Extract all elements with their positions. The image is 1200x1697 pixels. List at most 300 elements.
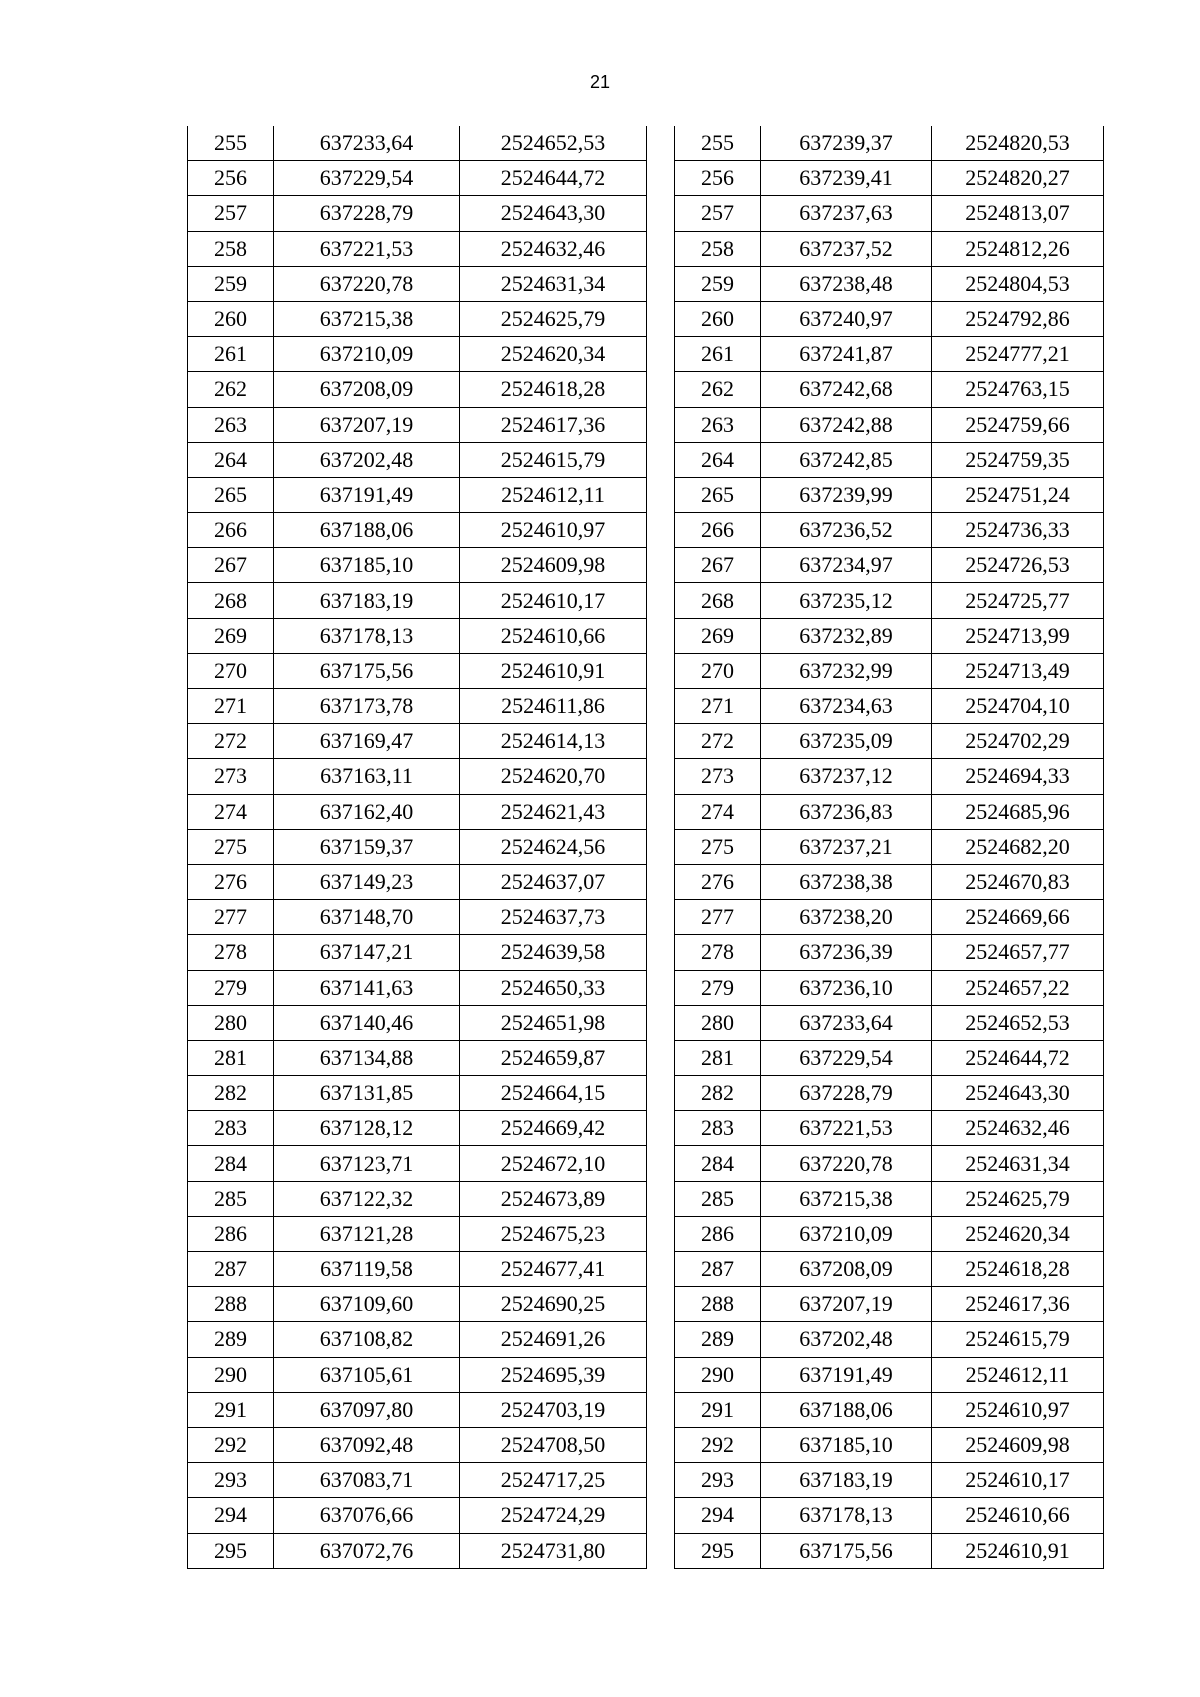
y-coordinate-cell: 2524632,46 — [932, 1111, 1104, 1146]
y-coordinate-cell: 2524694,33 — [932, 759, 1104, 794]
x-coordinate-cell: 637234,97 — [761, 548, 932, 583]
x-coordinate-cell: 637163,11 — [274, 759, 460, 794]
table-row — [188, 1427, 647, 1462]
point-number-cell: 273 — [188, 759, 274, 794]
x-coordinate-cell: 637169,47 — [274, 724, 460, 759]
point-number-cell: 272 — [188, 724, 274, 759]
table-row — [675, 1463, 1104, 1498]
coordinates-table-left — [187, 126, 647, 1569]
point-number-cell: 262 — [188, 372, 274, 407]
x-coordinate-cell: 637229,54 — [761, 1040, 932, 1075]
table-row — [188, 407, 647, 442]
y-coordinate-cell: 2524631,34 — [932, 1146, 1104, 1181]
x-coordinate-cell: 637229,54 — [274, 161, 460, 196]
table-row — [188, 161, 647, 196]
table-row — [675, 407, 1104, 442]
y-coordinate-cell: 2524610,97 — [460, 513, 647, 548]
y-coordinate-cell: 2524703,19 — [460, 1392, 647, 1427]
point-number-cell: 262 — [675, 372, 761, 407]
table-row — [188, 1287, 647, 1322]
x-coordinate-cell: 637237,52 — [761, 231, 932, 266]
y-coordinate-cell: 2524812,26 — [932, 231, 1104, 266]
point-number-cell: 255 — [675, 126, 761, 161]
table-row — [188, 1005, 647, 1040]
y-coordinate-cell: 2524708,50 — [460, 1427, 647, 1462]
table-row — [675, 724, 1104, 759]
x-coordinate-cell: 637238,20 — [761, 900, 932, 935]
x-coordinate-cell: 637233,64 — [274, 126, 460, 161]
x-coordinate-cell: 637076,66 — [274, 1498, 460, 1533]
x-coordinate-cell: 637236,52 — [761, 513, 932, 548]
x-coordinate-cell: 637239,41 — [761, 161, 932, 196]
y-coordinate-cell: 2524670,83 — [932, 864, 1104, 899]
table-row — [675, 1392, 1104, 1427]
point-number-cell: 261 — [675, 337, 761, 372]
table-row — [188, 583, 647, 618]
table-row — [188, 477, 647, 512]
point-number-cell: 295 — [188, 1533, 274, 1568]
point-number-cell: 293 — [675, 1463, 761, 1498]
table-row — [188, 513, 647, 548]
y-coordinate-cell: 2524643,30 — [932, 1076, 1104, 1111]
table-row — [675, 1498, 1104, 1533]
x-coordinate-cell: 637185,10 — [761, 1427, 932, 1462]
coordinates-table-right — [674, 126, 1104, 1569]
y-coordinate-cell: 2524777,21 — [932, 337, 1104, 372]
table-row — [675, 1216, 1104, 1251]
y-coordinate-cell: 2524763,15 — [932, 372, 1104, 407]
y-coordinate-cell: 2524625,79 — [932, 1181, 1104, 1216]
point-number-cell: 282 — [675, 1076, 761, 1111]
x-coordinate-cell: 637238,48 — [761, 266, 932, 301]
x-coordinate-cell: 637207,19 — [761, 1287, 932, 1322]
table-row — [675, 583, 1104, 618]
x-coordinate-cell: 637228,79 — [761, 1076, 932, 1111]
table-row — [675, 196, 1104, 231]
x-coordinate-cell: 637083,71 — [274, 1463, 460, 1498]
x-coordinate-cell: 637220,78 — [761, 1146, 932, 1181]
x-coordinate-cell: 637215,38 — [274, 301, 460, 336]
y-coordinate-cell: 2524717,25 — [460, 1463, 647, 1498]
y-coordinate-cell: 2524614,13 — [460, 724, 647, 759]
x-coordinate-cell: 637178,13 — [274, 618, 460, 653]
table-row — [188, 337, 647, 372]
table-row — [188, 1392, 647, 1427]
point-number-cell: 294 — [675, 1498, 761, 1533]
table-row — [188, 231, 647, 266]
x-coordinate-cell: 637119,58 — [274, 1252, 460, 1287]
y-coordinate-cell: 2524691,26 — [460, 1322, 647, 1357]
table-row — [188, 794, 647, 829]
y-coordinate-cell: 2524620,70 — [460, 759, 647, 794]
table-row — [188, 935, 647, 970]
table-row — [188, 689, 647, 724]
x-coordinate-cell: 637178,13 — [761, 1498, 932, 1533]
x-coordinate-cell: 637242,88 — [761, 407, 932, 442]
point-number-cell: 283 — [188, 1111, 274, 1146]
x-coordinate-cell: 637202,48 — [274, 442, 460, 477]
table-row — [675, 1357, 1104, 1392]
point-number-cell: 263 — [675, 407, 761, 442]
x-coordinate-cell: 637131,85 — [274, 1076, 460, 1111]
table-body-left — [188, 126, 647, 1568]
point-number-cell: 259 — [188, 266, 274, 301]
point-number-cell: 288 — [188, 1287, 274, 1322]
x-coordinate-cell: 637207,19 — [274, 407, 460, 442]
y-coordinate-cell: 2524682,20 — [932, 829, 1104, 864]
y-coordinate-cell: 2524631,34 — [460, 266, 647, 301]
point-number-cell: 271 — [188, 689, 274, 724]
point-number-cell: 280 — [675, 1005, 761, 1040]
x-coordinate-cell: 637236,83 — [761, 794, 932, 829]
x-coordinate-cell: 637220,78 — [274, 266, 460, 301]
y-coordinate-cell: 2524759,35 — [932, 442, 1104, 477]
x-coordinate-cell: 637242,85 — [761, 442, 932, 477]
point-number-cell: 265 — [675, 477, 761, 512]
table-row — [675, 618, 1104, 653]
table-row — [188, 829, 647, 864]
point-number-cell: 295 — [675, 1533, 761, 1568]
table-row — [675, 935, 1104, 970]
x-coordinate-cell: 637105,61 — [274, 1357, 460, 1392]
table-row — [675, 1533, 1104, 1568]
table-row — [188, 1216, 647, 1251]
x-coordinate-cell: 637235,09 — [761, 724, 932, 759]
y-coordinate-cell: 2524731,80 — [460, 1533, 647, 1568]
y-coordinate-cell: 2524675,23 — [460, 1216, 647, 1251]
point-number-cell: 259 — [675, 266, 761, 301]
point-number-cell: 266 — [188, 513, 274, 548]
x-coordinate-cell: 637202,48 — [761, 1322, 932, 1357]
y-coordinate-cell: 2524639,58 — [460, 935, 647, 970]
table-row — [188, 1076, 647, 1111]
point-number-cell: 277 — [188, 900, 274, 935]
y-coordinate-cell: 2524610,91 — [932, 1533, 1104, 1568]
point-number-cell: 285 — [675, 1181, 761, 1216]
point-number-cell: 269 — [188, 618, 274, 653]
y-coordinate-cell: 2524609,98 — [460, 548, 647, 583]
y-coordinate-cell: 2524610,17 — [460, 583, 647, 618]
point-number-cell: 256 — [188, 161, 274, 196]
x-coordinate-cell: 637236,10 — [761, 970, 932, 1005]
x-coordinate-cell: 637210,09 — [274, 337, 460, 372]
y-coordinate-cell: 2524617,36 — [932, 1287, 1104, 1322]
table-row — [675, 513, 1104, 548]
table-row — [675, 372, 1104, 407]
x-coordinate-cell: 637128,12 — [274, 1111, 460, 1146]
point-number-cell: 258 — [188, 231, 274, 266]
x-coordinate-cell: 637242,68 — [761, 372, 932, 407]
point-number-cell: 281 — [188, 1040, 274, 1075]
y-coordinate-cell: 2524651,98 — [460, 1005, 647, 1040]
x-coordinate-cell: 637141,63 — [274, 970, 460, 1005]
x-coordinate-cell: 637239,99 — [761, 477, 932, 512]
y-coordinate-cell: 2524618,28 — [460, 372, 647, 407]
y-coordinate-cell: 2524612,11 — [932, 1357, 1104, 1392]
y-coordinate-cell: 2524695,39 — [460, 1357, 647, 1392]
x-coordinate-cell: 637191,49 — [274, 477, 460, 512]
y-coordinate-cell: 2524713,49 — [932, 653, 1104, 688]
y-coordinate-cell: 2524610,97 — [932, 1392, 1104, 1427]
y-coordinate-cell: 2524669,42 — [460, 1111, 647, 1146]
x-coordinate-cell: 637149,23 — [274, 864, 460, 899]
y-coordinate-cell: 2524726,53 — [932, 548, 1104, 583]
table-row — [188, 618, 647, 653]
point-number-cell: 273 — [675, 759, 761, 794]
x-coordinate-cell: 637236,39 — [761, 935, 932, 970]
table-row — [675, 1146, 1104, 1181]
x-coordinate-cell: 637147,21 — [274, 935, 460, 970]
point-number-cell: 290 — [188, 1357, 274, 1392]
table-row — [188, 126, 647, 161]
x-coordinate-cell: 637239,37 — [761, 126, 932, 161]
table-row — [675, 161, 1104, 196]
x-coordinate-cell: 637140,46 — [274, 1005, 460, 1040]
y-coordinate-cell: 2524652,53 — [932, 1005, 1104, 1040]
x-coordinate-cell: 637185,10 — [274, 548, 460, 583]
y-coordinate-cell: 2524644,72 — [460, 161, 647, 196]
point-number-cell: 275 — [675, 829, 761, 864]
y-coordinate-cell: 2524632,46 — [460, 231, 647, 266]
table-row — [675, 266, 1104, 301]
y-coordinate-cell: 2524690,25 — [460, 1287, 647, 1322]
point-number-cell: 260 — [188, 301, 274, 336]
point-number-cell: 257 — [188, 196, 274, 231]
point-number-cell: 292 — [188, 1427, 274, 1462]
y-coordinate-cell: 2524652,53 — [460, 126, 647, 161]
x-coordinate-cell: 637234,63 — [761, 689, 932, 724]
table-row — [188, 442, 647, 477]
point-number-cell: 278 — [675, 935, 761, 970]
x-coordinate-cell: 637134,88 — [274, 1040, 460, 1075]
x-coordinate-cell: 637237,63 — [761, 196, 932, 231]
x-coordinate-cell: 637108,82 — [274, 1322, 460, 1357]
x-coordinate-cell: 637175,56 — [274, 653, 460, 688]
x-coordinate-cell: 637233,64 — [761, 1005, 932, 1040]
table-row — [188, 301, 647, 336]
point-number-cell: 255 — [188, 126, 274, 161]
point-number-cell: 293 — [188, 1463, 274, 1498]
table-row — [675, 1322, 1104, 1357]
point-number-cell: 292 — [675, 1427, 761, 1462]
y-coordinate-cell: 2524685,96 — [932, 794, 1104, 829]
point-number-cell: 268 — [675, 583, 761, 618]
table-row — [675, 337, 1104, 372]
table-row — [188, 1357, 647, 1392]
table-row — [675, 689, 1104, 724]
y-coordinate-cell: 2524804,53 — [932, 266, 1104, 301]
y-coordinate-cell: 2524637,73 — [460, 900, 647, 935]
point-number-cell: 289 — [675, 1322, 761, 1357]
point-number-cell: 280 — [188, 1005, 274, 1040]
point-number-cell: 291 — [188, 1392, 274, 1427]
table-row — [188, 864, 647, 899]
x-coordinate-cell: 637208,09 — [274, 372, 460, 407]
point-number-cell: 269 — [675, 618, 761, 653]
point-number-cell: 268 — [188, 583, 274, 618]
point-number-cell: 276 — [188, 864, 274, 899]
table-row — [675, 829, 1104, 864]
x-coordinate-cell: 637210,09 — [761, 1216, 932, 1251]
point-number-cell: 272 — [675, 724, 761, 759]
table-row — [675, 1252, 1104, 1287]
table-row — [675, 900, 1104, 935]
x-coordinate-cell: 637162,40 — [274, 794, 460, 829]
x-coordinate-cell: 637109,60 — [274, 1287, 460, 1322]
y-coordinate-cell: 2524813,07 — [932, 196, 1104, 231]
table-row — [188, 548, 647, 583]
x-coordinate-cell: 637148,70 — [274, 900, 460, 935]
point-number-cell: 289 — [188, 1322, 274, 1357]
y-coordinate-cell: 2524621,43 — [460, 794, 647, 829]
y-coordinate-cell: 2524792,86 — [932, 301, 1104, 336]
table-row — [675, 1181, 1104, 1216]
x-coordinate-cell: 637238,38 — [761, 864, 932, 899]
table-row — [188, 724, 647, 759]
table-row — [675, 442, 1104, 477]
table-row — [675, 126, 1104, 161]
table-row — [188, 759, 647, 794]
y-coordinate-cell: 2524612,11 — [460, 477, 647, 512]
y-coordinate-cell: 2524624,56 — [460, 829, 647, 864]
table-row — [675, 231, 1104, 266]
x-coordinate-cell: 637191,49 — [761, 1357, 932, 1392]
y-coordinate-cell: 2524820,27 — [932, 161, 1104, 196]
x-coordinate-cell: 637215,38 — [761, 1181, 932, 1216]
point-number-cell: 278 — [188, 935, 274, 970]
point-number-cell: 271 — [675, 689, 761, 724]
y-coordinate-cell: 2524672,10 — [460, 1146, 647, 1181]
x-coordinate-cell: 637173,78 — [274, 689, 460, 724]
point-number-cell: 279 — [675, 970, 761, 1005]
y-coordinate-cell: 2524657,77 — [932, 935, 1104, 970]
table-row — [188, 196, 647, 231]
point-number-cell: 279 — [188, 970, 274, 1005]
point-number-cell: 261 — [188, 337, 274, 372]
point-number-cell: 290 — [675, 1357, 761, 1392]
y-coordinate-cell: 2524677,41 — [460, 1252, 647, 1287]
point-number-cell: 294 — [188, 1498, 274, 1533]
x-coordinate-cell: 637235,12 — [761, 583, 932, 618]
point-number-cell: 285 — [188, 1181, 274, 1216]
y-coordinate-cell: 2524657,22 — [932, 970, 1104, 1005]
x-coordinate-cell: 637175,56 — [761, 1533, 932, 1568]
y-coordinate-cell: 2524713,99 — [932, 618, 1104, 653]
x-coordinate-cell: 637221,53 — [274, 231, 460, 266]
point-number-cell: 267 — [188, 548, 274, 583]
point-number-cell: 275 — [188, 829, 274, 864]
table-row — [675, 1040, 1104, 1075]
point-number-cell: 286 — [675, 1216, 761, 1251]
x-coordinate-cell: 637208,09 — [761, 1252, 932, 1287]
point-number-cell: 282 — [188, 1076, 274, 1111]
y-coordinate-cell: 2524617,36 — [460, 407, 647, 442]
x-coordinate-cell: 637183,19 — [761, 1463, 932, 1498]
point-number-cell: 287 — [188, 1252, 274, 1287]
y-coordinate-cell: 2524625,79 — [460, 301, 647, 336]
point-number-cell: 267 — [675, 548, 761, 583]
y-coordinate-cell: 2524650,33 — [460, 970, 647, 1005]
table-row — [188, 1322, 647, 1357]
table-row — [675, 1427, 1104, 1462]
table-row — [675, 864, 1104, 899]
point-number-cell: 264 — [188, 442, 274, 477]
point-number-cell: 256 — [675, 161, 761, 196]
y-coordinate-cell: 2524615,79 — [932, 1322, 1104, 1357]
table-body-right — [675, 126, 1104, 1568]
point-number-cell: 291 — [675, 1392, 761, 1427]
y-coordinate-cell: 2524724,29 — [460, 1498, 647, 1533]
x-coordinate-cell: 637097,80 — [274, 1392, 460, 1427]
y-coordinate-cell: 2524820,53 — [932, 126, 1104, 161]
y-coordinate-cell: 2524704,10 — [932, 689, 1104, 724]
table-row — [675, 970, 1104, 1005]
y-coordinate-cell: 2524736,33 — [932, 513, 1104, 548]
point-number-cell: 260 — [675, 301, 761, 336]
y-coordinate-cell: 2524610,17 — [932, 1463, 1104, 1498]
y-coordinate-cell: 2524725,77 — [932, 583, 1104, 618]
table-row — [188, 266, 647, 301]
x-coordinate-cell: 637092,48 — [274, 1427, 460, 1462]
table-row — [675, 1005, 1104, 1040]
point-number-cell: 270 — [188, 653, 274, 688]
point-number-cell: 274 — [675, 794, 761, 829]
point-number-cell: 270 — [675, 653, 761, 688]
y-coordinate-cell: 2524610,66 — [932, 1498, 1104, 1533]
x-coordinate-cell: 637188,06 — [274, 513, 460, 548]
table-row — [675, 548, 1104, 583]
x-coordinate-cell: 637237,21 — [761, 829, 932, 864]
table-row — [188, 900, 647, 935]
y-coordinate-cell: 2524664,15 — [460, 1076, 647, 1111]
table-row — [675, 301, 1104, 336]
table-row — [188, 1181, 647, 1216]
page-number: 21 — [589, 72, 611, 92]
table-row — [188, 1146, 647, 1181]
x-coordinate-cell: 637228,79 — [274, 196, 460, 231]
point-number-cell: 287 — [675, 1252, 761, 1287]
x-coordinate-cell: 637159,37 — [274, 829, 460, 864]
point-number-cell: 284 — [188, 1146, 274, 1181]
y-coordinate-cell: 2524610,91 — [460, 653, 647, 688]
point-number-cell: 286 — [188, 1216, 274, 1251]
x-coordinate-cell: 637121,28 — [274, 1216, 460, 1251]
x-coordinate-cell: 637188,06 — [761, 1392, 932, 1427]
y-coordinate-cell: 2524618,28 — [932, 1252, 1104, 1287]
y-coordinate-cell: 2524759,66 — [932, 407, 1104, 442]
y-coordinate-cell: 2524620,34 — [932, 1216, 1104, 1251]
table-row — [188, 1463, 647, 1498]
y-coordinate-cell: 2524659,87 — [460, 1040, 647, 1075]
point-number-cell: 277 — [675, 900, 761, 935]
point-number-cell: 288 — [675, 1287, 761, 1322]
table-row — [675, 759, 1104, 794]
point-number-cell: 284 — [675, 1146, 761, 1181]
x-coordinate-cell: 637221,53 — [761, 1111, 932, 1146]
y-coordinate-cell: 2524611,86 — [460, 689, 647, 724]
table-row — [188, 372, 647, 407]
y-coordinate-cell: 2524615,79 — [460, 442, 647, 477]
point-number-cell: 258 — [675, 231, 761, 266]
table-row — [675, 1111, 1104, 1146]
table-row — [188, 1533, 647, 1568]
x-coordinate-cell: 637241,87 — [761, 337, 932, 372]
y-coordinate-cell: 2524620,34 — [460, 337, 647, 372]
y-coordinate-cell: 2524609,98 — [932, 1427, 1104, 1462]
table-row — [188, 970, 647, 1005]
table-row — [675, 794, 1104, 829]
x-coordinate-cell: 637122,32 — [274, 1181, 460, 1216]
